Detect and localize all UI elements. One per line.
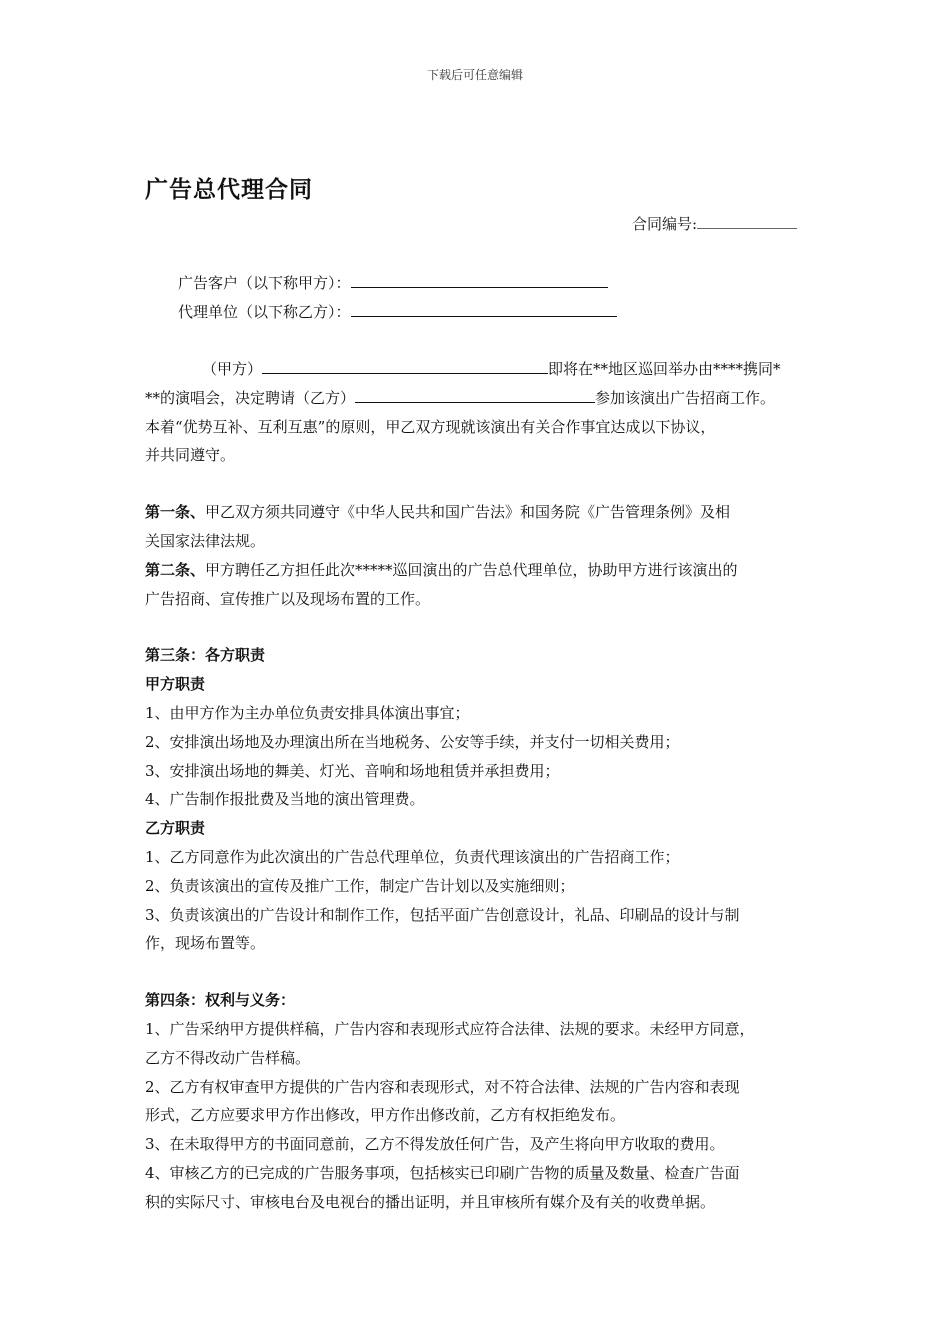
intro-party-a-text: （甲方）	[202, 360, 263, 378]
header-note: 下载后可任意编辑	[426, 68, 523, 82]
spacer	[145, 613, 825, 641]
article-4-line-4: 形式，乙方应要求甲方作出修改，甲方作出修改前，乙方有权拒绝发布。	[145, 1106, 626, 1125]
party-b-duty-3: 3、负责该演出的广告设计和制作工作，包括平面广告创意设计，礼品、印刷品的设计与制	[145, 905, 740, 924]
party-b-duty-3-cont: 作，现场布置等。	[145, 934, 266, 953]
article-4-line-1: 1、广告采纳甲方提供样稿，广告内容和表现形式应符合法律、法规的要求。未经甲方同意，	[145, 1019, 755, 1038]
article-4-title: 第四条：权利与义务：	[145, 991, 296, 1010]
party-a-duty-2: 2、安排演出场地及办理演出所在当地税务、公安等手续，并支付一切相关费用；	[145, 732, 680, 751]
party-b-duties-title: 乙方职责	[145, 819, 206, 838]
intro-line-4: 并共同遵守。	[145, 446, 236, 465]
party-a-duty-1: 1、由甲方作为主办单位负责安排具体演出事宜；	[145, 703, 470, 722]
party-a-duty-3: 3、安排演出场地的舞美、灯光、音响和场地租赁并承担费用；	[145, 761, 560, 780]
party-a-duties-title: 甲方职责	[145, 675, 206, 694]
intro-line-2	[145, 384, 825, 413]
article-1	[145, 498, 825, 527]
spacer	[145, 470, 825, 498]
article-4-line-7: 积的实际尺寸、审核电台及电视台的播出证明，并且审核所有媒介及有关的收费单据。	[145, 1192, 716, 1211]
article-4-line-2: 乙方不得改动广告样稿。	[145, 1048, 311, 1067]
party-b-duty-2: 2、负责该演出的宣传及推广工作，制定广告计划以及实施细则；	[145, 876, 575, 895]
party-b-line	[178, 301, 617, 322]
intro-party-a-blank	[262, 359, 548, 374]
document-title: 广告总代理合同	[145, 176, 313, 203]
intro-text-4: 参加该演出广告招商工作。	[595, 388, 776, 407]
contract-number-blank	[697, 214, 797, 229]
party-a-line	[178, 272, 608, 293]
party-b-label: 代理单位（以下称乙方）：	[178, 303, 351, 321]
party-a-blank	[351, 273, 608, 288]
article-2	[145, 556, 825, 585]
article-3-title: 第三条：各方职责	[145, 646, 266, 665]
intro-line-3: 本着“优势互补、互利互惠”的原则，甲乙双方现就该演出有关合作事宜达成以下协议，	[145, 417, 716, 436]
spacer	[145, 958, 825, 986]
article-2-label: 第二条、	[145, 560, 206, 579]
party-a-label: 广告客户（以下称甲方）：	[178, 274, 351, 292]
intro-text-3: **的演唱会，决定聘请（乙方）	[145, 388, 356, 407]
party-b-blank	[351, 302, 617, 317]
intro-line-1	[145, 355, 825, 384]
article-4-line-6: 4、审核乙方的已完成的广告服务事项，包括核实已印刷广告物的质量及数量、检查广告面	[145, 1163, 740, 1182]
party-a-duty-4: 4、广告制作报批费及当地的演出管理费。	[145, 790, 425, 809]
article-4-line-5: 3、在未取得甲方的书面同意前，乙方不得发放任何广告，及产生将向甲方收取的费用。	[145, 1135, 725, 1154]
article-4-line-3: 2、乙方有权审查甲方提供的广告内容和表现形式，对不符合法律、法规的广告内容和表现	[145, 1077, 740, 1096]
intro-text-2: 即将在**地区巡回举办由****携同*	[548, 360, 781, 378]
party-b-duty-1: 1、乙方同意作为此次演出的广告总代理单位，负责代理该演出的广告招商工作；	[145, 847, 680, 866]
article-1-label: 第一条、	[145, 503, 206, 522]
intro-party-b-blank	[355, 388, 595, 403]
contract-body	[145, 355, 825, 1217]
article-2-cont: 广告招商、宣传推广以及现场布置的工作。	[145, 589, 431, 608]
contract-number-label: 合同编号:	[632, 215, 698, 233]
article-1-text: 甲乙双方须共同遵守《中华人民共和国广告法》和国务院《广告管理条例》及相	[205, 503, 731, 522]
article-1-cont: 关国家法律法规。	[145, 531, 266, 550]
contract-number	[632, 213, 797, 234]
article-2-text: 甲方聘任乙方担任此次*****巡回演出的广告总代理单位，协助甲方进行该演出的	[205, 560, 738, 579]
